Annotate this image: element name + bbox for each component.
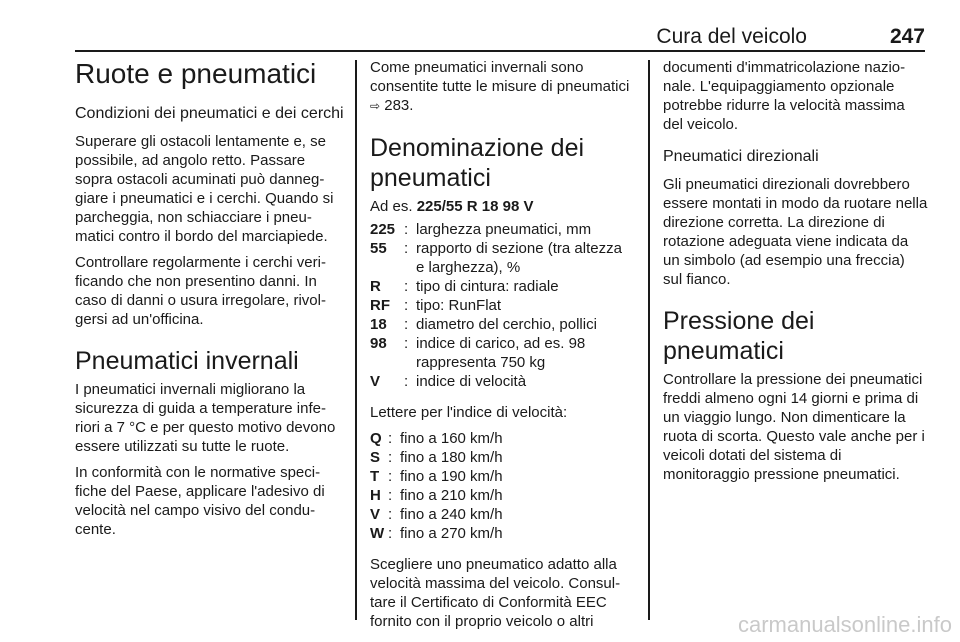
subsection-heading: Pneumatici direzionali <box>663 148 819 165</box>
watermark: carmanualsonline.info <box>737 612 952 637</box>
example-line: Ad es. 225/55 R 18 98 V <box>370 198 534 215</box>
paragraph: Controllare regolarmente i cerchi verificando che non presentino danni. In caso di danni o usura irregolare, rivolgersi ad un'officina. <box>75 254 326 328</box>
paragraph: Lettere per l'indice di velocità: <box>370 404 568 421</box>
paragraph: Scegliere uno pneumatico adatto alla velocità massima del veicolo. Consultare il Certificato di Conformità EEC fornito con il proprio veicolo o altri <box>370 556 621 630</box>
section-title: Ruote e pneumatici <box>75 58 317 89</box>
section-heading: Pressione dei pneumatici <box>663 307 815 365</box>
column-divider <box>648 60 650 620</box>
speed-item: W : fino a 270 km/h <box>370 525 503 542</box>
definition-item: RF : tipo: RunFlat <box>370 297 502 314</box>
column-1 <box>75 58 345 546</box>
paragraph: Gli pneumatici direzionali dovrebbero essere montati in modo da ruotare nella direzione corretta. La direzione di rotazione adeguata viene indicata da un simbolo (ad esempio una freccia) sul fianco. <box>663 176 928 288</box>
page-number: 247 <box>889 25 925 48</box>
definition-item: 18 : diametro del cerchio, pollici <box>370 316 597 333</box>
speed-item: Q : fino a 160 km/h <box>370 430 503 447</box>
speed-item: H : fino a 210 km/h <box>370 487 503 504</box>
paragraph: In conformità con le normative specifiche del Paese, applicare l'adesivo di velocità nel campo visivo del conducente. <box>75 464 325 538</box>
definition-item: R : tipo di cintura: radiale <box>370 278 559 295</box>
paragraph: Controllare la pressione dei pneumatici freddi almeno ogni 14 giorni e prima di un viaggio lungo. Non dimenticare la ruota di scorta. Questo vale anche per i veicoli dotati del sistema di monitoraggio pressione pneumatici. <box>663 371 925 483</box>
definition-item: 225 : larghezza pneumatici, mm <box>370 221 592 238</box>
definition-item: 98 : indice di carico, ad es. 98 rappresenta 750 kg <box>370 335 586 371</box>
definition-item: V : indice di velocità <box>370 373 527 390</box>
definition-list <box>370 220 634 391</box>
speed-index-list <box>370 429 634 543</box>
subsection-heading: Condizioni dei pneumatici e dei cerchi <box>75 105 344 122</box>
paragraph: documenti d'immatricolazione nazionale. L'equipaggiamento opzionale potrebbe ridurre la velocità massima del veicolo. <box>663 59 906 133</box>
column-3 <box>663 58 928 491</box>
paragraph: Come pneumatici invernali sono consentite tutte le misure di pneumatici ⇨ 283. <box>370 59 630 114</box>
page-header <box>75 0 925 52</box>
section-heading: Pneumatici invernali <box>75 347 299 375</box>
speed-item: V : fino a 240 km/h <box>370 506 503 523</box>
page-reference-link[interactable]: 283. <box>384 97 414 114</box>
column-divider <box>355 60 357 620</box>
speed-item: S : fino a 180 km/h <box>370 449 503 466</box>
paragraph: I pneumatici invernali migliorano la sicurezza di guida a temperature inferiori a 7 °C e per questo motivo devono essere utilizzati su tutte le ruote. <box>75 381 336 455</box>
chapter-title: Cura del veicolo <box>656 25 807 48</box>
paragraph: Superare gli ostacoli lentamente e, se possibile, ad angolo retto. Passare sopra ostacoli acuminati può danneggiare i pneumatici e i cerchi. Quando si parcheggia, non schiacciare i pneumatici contro il bordo del marciapiede. <box>75 133 334 245</box>
arrow-right-icon: ⇨ <box>370 99 381 113</box>
definition-item: 55 : rapporto di sezione (tra altezza e larghezza), % <box>370 240 622 276</box>
speed-item: T : fino a 190 km/h <box>370 468 503 485</box>
section-heading: Denominazione dei pneumatici <box>370 134 585 192</box>
column-2 <box>370 58 634 638</box>
